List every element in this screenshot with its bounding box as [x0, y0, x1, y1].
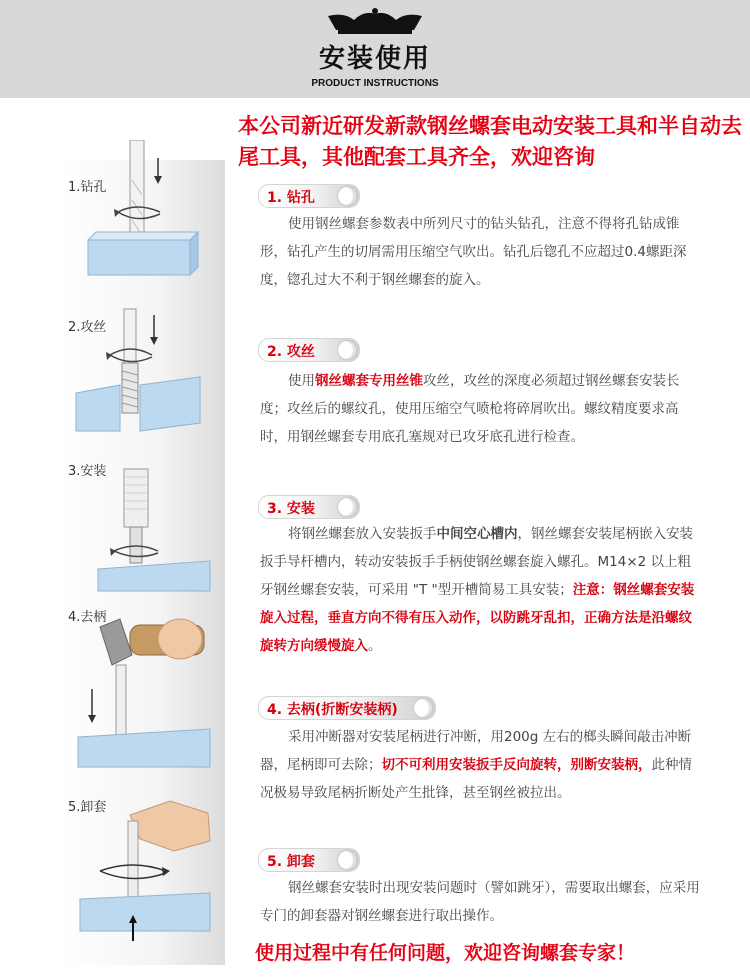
section-5-text: 钢丝螺套安装时出现安装问题时（譬如跳牙），需要取出螺套，应采用专门的卸套器对钢丝螺套进行取出操作。: [260, 880, 700, 924]
section-3-tag: [258, 495, 360, 519]
section-1-title: 1. 钻孔: [267, 190, 315, 206]
page-subtitle: PRODUCT INSTRUCTIONS: [311, 78, 439, 89]
tap-illustration: [60, 305, 230, 435]
section-4-text: 采用冲断器对安装尾柄进行冲断，用200g 左右的榔头瞬间敲击冲断器，尾柄即可去除；切不可利用安装扳手反向旋转，别断安装柄，此种情况极易导致尾柄折断处产生批锋，甚至钢丝被拉出。: [260, 729, 692, 801]
section-1-tag: [258, 184, 360, 208]
promo-banner: 本公司新近研发新款钢丝螺套电动安装工具和半自动去尾工具，其他配套工具齐全，欢迎咨询: [238, 113, 742, 169]
tag-circle-icon: [337, 340, 357, 360]
section-1-text: 使用钢丝螺套参数表中所列尺寸的钻头钻孔，注意不得将孔钻成锥形，钻孔产生的切屑需用压缩空气吹出。钻孔后锪孔不应超过0.4螺距深度，锪孔过大不利于钢丝螺套的旋入。: [260, 216, 687, 288]
section-4-title: 4. 去柄(折断安装柄): [267, 702, 398, 718]
section-4-tag: [258, 696, 436, 720]
header-bar: [0, 0, 750, 98]
page-title: 安装使用: [318, 44, 431, 74]
step-3-label: 3.安装: [68, 464, 107, 479]
step-5-label: 5.卸套: [68, 800, 107, 815]
section-2-tag: [258, 338, 360, 362]
tag-circle-icon: [337, 850, 357, 870]
section-2-text: 使用钢丝螺套专用丝锥攻丝，攻丝的深度必须超过钢丝螺套安装长度；攻丝后的螺纹孔，使用压缩空气喷枪将碎屑吹出。螺纹精度要求高时，用钢丝螺套专用底孔塞规对已攻牙底孔进行检查。: [260, 373, 680, 445]
section-3-text: 将钢丝螺套放入安装扳手中间空心槽内，钢丝螺套安装尾柄嵌入安装扳手导杆槽内，转动安装扳手手柄使钢丝螺套旋入螺孔。M14×2 以上粗牙钢丝螺套安装，可采用 "T "型开槽简易工具安装；注意：钢丝螺套安装旋入过程，垂直方向不得有压入动作，以防跳牙乱扣，正确方法是沿螺纹旋转方向缓慢旋入。: [260, 526, 695, 654]
footer-slogan: 使用过程中有任何问题，欢迎咨询螺套专家！: [255, 942, 636, 964]
section-5-tag: [258, 848, 360, 872]
drill-illustration: [60, 140, 230, 300]
step-1-label: 1.钻孔: [68, 180, 107, 195]
tag-circle-icon: [337, 497, 357, 517]
section-5-title: 5. 卸套: [267, 854, 315, 870]
tag-circle-icon: [413, 698, 433, 718]
remove-illustration: [60, 795, 230, 945]
tag-circle-icon: [337, 186, 357, 206]
break-tang-illustration: [60, 605, 230, 775]
crown-icon: [324, 6, 426, 36]
install-illustration: [60, 465, 230, 595]
section-2-title: 2. 攻丝: [267, 344, 315, 360]
section-3-title: 3. 安装: [267, 501, 315, 517]
step-2-label: 2.攻丝: [68, 320, 107, 335]
step-4-label: 4.去柄: [68, 610, 107, 625]
